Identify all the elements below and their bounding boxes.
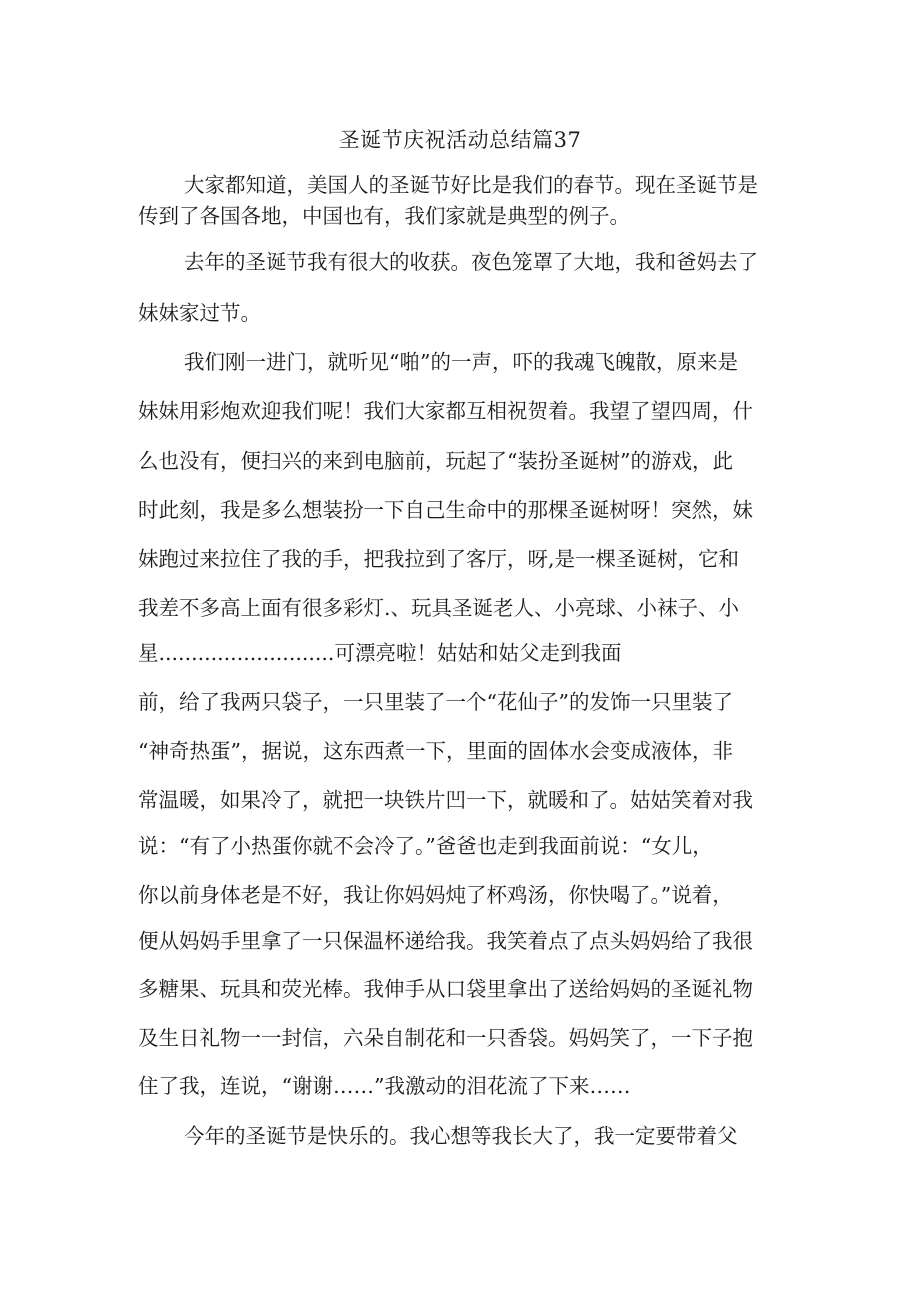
paragraph-line: 多糖果、玩具和荧光棒。我伸手从口袋里拿出了送给妈妈的圣诞礼物 bbox=[138, 977, 753, 1001]
paragraph-line: 今年的圣诞节是快乐的。我心想等我长大了，我一定要带着父 bbox=[184, 1124, 738, 1148]
paragraph-line: 我们刚一进门，就听见“啪”的一声，吓的我魂飞魄散，原来是 bbox=[184, 350, 738, 374]
paragraph-line: 妹跑过来拉住了我的手，把我拉到了客厅，呀,是一棵圣诞树，它和 bbox=[138, 547, 740, 571]
paragraph-line: “神奇热蛋”，据说，这东西煮一下，里面的固体水会变成液体，非 bbox=[138, 739, 733, 763]
paragraph-line: 我差不多高上面有很多彩灯.、玩具圣诞老人、小亮球、小袜子、小 bbox=[138, 596, 740, 620]
document-title: 圣诞节庆祝活动总结篇37 bbox=[338, 128, 582, 152]
paragraph-line: 时此刻，我是多么想装扮一下自己生命中的那棵圣诞树呀！突然，妹 bbox=[138, 498, 753, 522]
paragraph-line: 去年的圣诞节我有很大的收获。夜色笼罩了大地，我和爸妈去了 bbox=[184, 250, 758, 274]
paragraph-line: 住了我，连说，“谢谢……”我激动的泪花流了下来…… bbox=[138, 1074, 631, 1098]
paragraph-line: 么也没有，便扫兴的来到电脑前，玩起了“装扮圣诞树”的游戏，此 bbox=[138, 449, 733, 473]
paragraph-line: 大家都知道，美国人的圣诞节好比是我们的春节。现在圣诞节是 bbox=[184, 173, 758, 197]
paragraph-line: 便从妈妈手里拿了一只保温杯递给我。我笑着点了点头妈妈给了我很 bbox=[138, 929, 753, 953]
paragraph-line: 及生日礼物一一封信，六朵自制花和一只香袋。妈妈笑了，一下子抱 bbox=[138, 1026, 753, 1050]
paragraph-line: 你以前身体老是不好，我让你妈妈炖了杯鸡汤，你快喝了。”说着， bbox=[138, 883, 733, 907]
paragraph-line: 星...........................可漂亮啦！姑姑和姑父走到我面 bbox=[138, 641, 622, 665]
paragraph-line: 说：“有了小热蛋你就不会冷了。”爸爸也走到我面前说：“女儿， bbox=[138, 834, 713, 858]
paragraph-line: 传到了各国各地，中国也有，我们家就是典型的例子。 bbox=[138, 204, 630, 228]
paragraph-line: 前，给了我两只袋子，一只里装了一个“花仙子”的发饰一只里装了 bbox=[138, 690, 733, 714]
paragraph-line: 妹妹用彩炮欢迎我们呢！我们大家都互相祝贺着。我望了望四周，什 bbox=[138, 399, 753, 423]
paragraph-line: 妹妹家过节。 bbox=[138, 301, 261, 325]
paragraph-line: 常温暖，如果冷了，就把一块铁片凹一下，就暖和了。姑姑笑着对我 bbox=[138, 788, 753, 812]
